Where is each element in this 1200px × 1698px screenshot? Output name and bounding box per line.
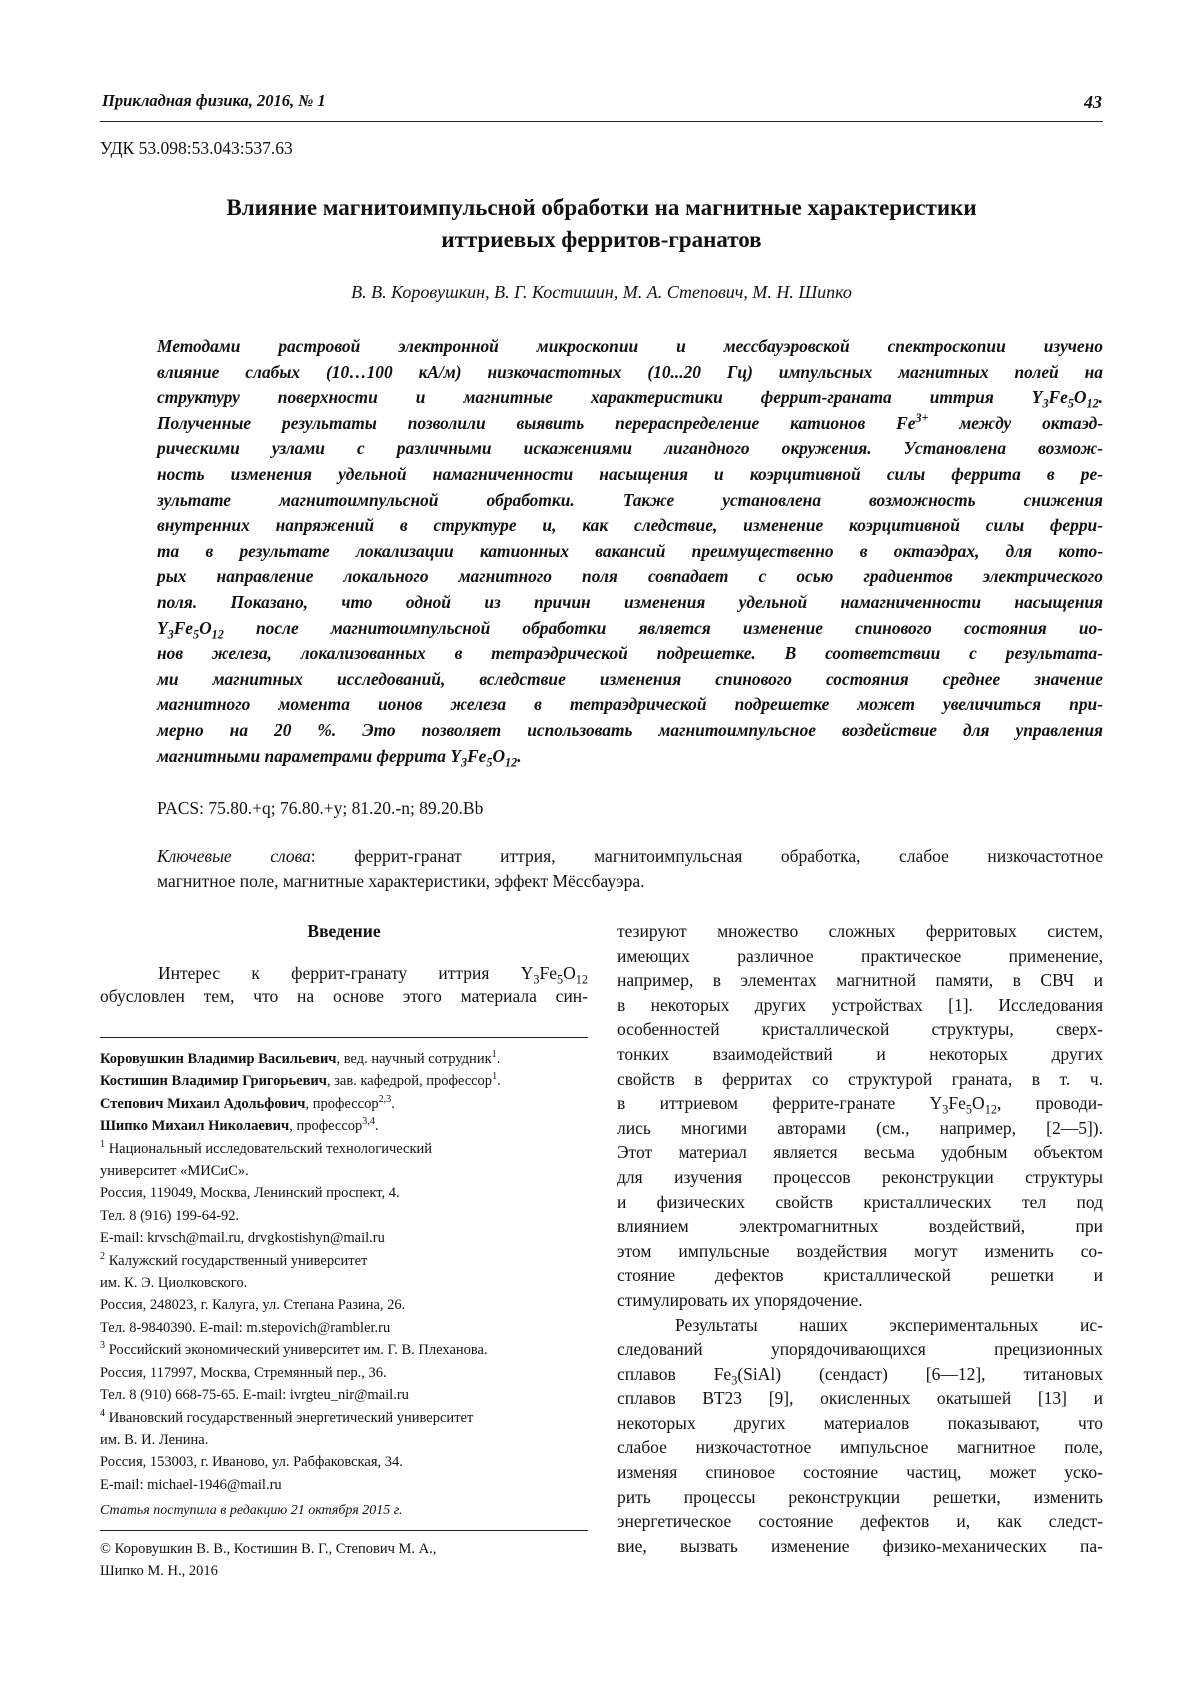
udk-code: УДК 53.098:53.043:537.63 [100, 138, 293, 158]
keywords-label: Ключевые слова [157, 846, 311, 866]
footnote-line: Тел. 8 (910) 668-75-65. E-mail: ivrgteu_nir@mail.ru [100, 1387, 409, 1404]
intro-line: некоторых других материалов показывают, что [617, 1412, 1103, 1433]
left-column [100, 920, 588, 1009]
abstract-line: та в результате локализации катионных вакансий преимущественно в октаэдрах, для кото- [157, 540, 1103, 561]
abstract-line: зультате магнитоимпульсной обработки. Также установлена возможность снижения [157, 489, 1103, 510]
abstract-line: нов железа, локализованных в тетраэдрической подрешетке. В соответствии с результата- [157, 643, 1103, 664]
footnote-line: Тел. 8-9840390. E-mail: m.stepovich@rambler.ru [100, 1319, 391, 1336]
abstract-line: структуру поверхности и магнитные характеристики феррит-граната иттрия $Y_3Fe_5O_{12}$. [157, 387, 1103, 411]
intro-line: Этот материал является весьма удобным объектом [617, 1142, 1103, 1163]
intro-line: имеющих различное практическое применение, [617, 945, 1103, 966]
intro-line: изменяя спиновое состояние частиц, может уско- [617, 1462, 1103, 1483]
footnote-line: Коровушкин Владимир Васильевич, вед. научный сотрудник$^1$. [100, 1049, 501, 1067]
intro-line: свойств в ферритах со структурой граната, в т. ч. [617, 1068, 1103, 1089]
intro-line: сплавов $Fe_3(SiAl)$ (сендаст) [6—12], титановых [617, 1363, 1103, 1388]
footnote-separator [100, 1037, 588, 1038]
page-number: 43 [1084, 92, 1102, 112]
abstract-line: Полученные результаты позволили выявить перераспределение катионов $Fe^{3+}$ между октаэд- [157, 410, 1103, 433]
abstract-line: ми магнитных исследований, вследствие изменения спинового состояния среднее значение [157, 668, 1103, 689]
footnote-line: Тел. 8 (916) 199-64-92. [100, 1207, 240, 1224]
footnote-line: E-mail: michael-1946@mail.ru [100, 1476, 282, 1493]
received-date: Статья поступила в редакцию 21 октября 2015 г. [100, 1503, 403, 1518]
abstract-line: внутренних напряжений в структуре и, как следствие, изменение коэрцитивной силы ферри- [157, 515, 1103, 536]
right-column [617, 919, 1103, 1558]
journal-header: Прикладная физика, 2016, № 1 [102, 91, 326, 110]
keywords [157, 844, 1103, 894]
section-heading-intro: Введение [307, 921, 381, 941]
intro-line: стояние дефектов кристаллической решетки и [617, 1265, 1103, 1286]
footnote-line: Шипко Михаил Николаевич, профессор$^{3,4}$. [100, 1116, 379, 1135]
intro-line: обусловлен тем, что на основе этого материала син- [100, 986, 588, 1006]
abstract-line: мерно на 20 %. Это позволяет использовать магнитоимпульсное воздействие для управления [157, 719, 1103, 740]
intro-line: стимулировать их упорядочение. [617, 1289, 863, 1310]
abstract-line: рых направление локального магнитного поля совпадает с осью градиентов электрического [157, 566, 1103, 587]
intro-line: влиянием электромагнитных воздействий, при [617, 1216, 1103, 1237]
footnote-line: Костишин Владимир Григорьевич, зав. кафедрой, профессор$^1$. [100, 1071, 501, 1090]
footnote-line: $^1$ Национальный исследовательский технологический [100, 1138, 433, 1157]
intro-paragraph-left [100, 962, 588, 1009]
footnote-line: Россия, 117997, Москва, Стремянный пер., 36. [100, 1364, 387, 1381]
intro-line: в некоторых других устройствах [1]. Исследования [617, 994, 1103, 1015]
keywords-line: Ключевые слова: феррит-гранат иттрия, магнитоимпульсная обработка, слабое низкочастотное [157, 846, 1103, 866]
abstract-line: магнитными параметрами феррита $Y_3Fe_5O_{12}$. [157, 745, 522, 769]
title-line: иттриевых ферритов-гранатов [441, 227, 762, 252]
footnote-line: Россия, 119049, Москва, Ленинский проспект, 4. [100, 1185, 400, 1202]
title-line: Влияние магнитоимпульсной обработки на магнитные характеристики [226, 195, 977, 220]
intro-line: например, в элементах магнитной памяти, в СВЧ и [617, 970, 1103, 991]
intro-line: слабое низкочастотное импульсное магнитное поле, [617, 1437, 1103, 1458]
author-list: В. В. Коровушкин, В. Г. Костишин, М. А. Степович, М. Н. Шипко [351, 282, 852, 302]
intro-line: тонких взаимодействий и некоторых других [617, 1043, 1103, 1064]
abstract-line: ность изменения удельной намагниченности насыщения и коэрцитивной силы феррита в ре- [157, 463, 1103, 484]
intro-line: следований упорядочивающихся прецизионных [617, 1339, 1103, 1360]
abstract-line: магнитного момента ионов железа в тетраэдрической подрешетке может увеличиться при- [157, 694, 1103, 715]
footnote-line: $^3$ Российский экономический университет им. Г. В. Плеханова. [100, 1340, 488, 1359]
article-title [100, 192, 1103, 256]
footnote-line: $^4$ Ивановский государственный энергетический университет [100, 1407, 474, 1426]
intro-line: для изучения процессов реконструкции структуры [617, 1166, 1103, 1187]
keywords-text: феррит-гранат иттрия, магнитоимпульсная обработка, слабое низкочастотное [354, 846, 1103, 866]
intro-line: Результаты наших экспериментальных ис- [675, 1314, 1103, 1335]
intro-line: энергетическое состояние дефектов и, как следст- [617, 1511, 1103, 1532]
abstract-line: поля. Показано, что одной из причин изменения удельной намагниченности насыщения [157, 591, 1103, 612]
copyright-line: Шипко М. Н., 2016 [100, 1563, 218, 1579]
footnote-line: Россия, 153003, г. Иваново, ул. Рабфаковская, 34. [100, 1454, 403, 1471]
footnote-line: E-mail: krvsch@mail.ru, drvgkostishyn@mail.ru [100, 1230, 385, 1247]
abstract-line: рическими узлами с различными искажениями лигандного окружения. Установлена возмож- [157, 438, 1103, 459]
intro-line: сплавов ВТ23 [9], окисленных окатышей [13] и [617, 1388, 1103, 1409]
intro-line: вие, вызвать изменение физико-механических па- [617, 1535, 1103, 1556]
footnote-line: им. К. Э. Циолковского. [100, 1275, 248, 1292]
author-footnotes [100, 1048, 588, 1496]
footnote-line: им. В. И. Ленина. [100, 1431, 209, 1448]
abstract [157, 334, 1103, 769]
abstract-line: влияние слабых (10…100 кА/м) низкочастотных (10...20 Гц) импульсных магнитных полей на [157, 361, 1103, 382]
abstract-line: $Y_3Fe_5O_{12}$ после магнитоимпульсной обработки является изменение спинового состояния ио- [157, 617, 1103, 641]
intro-line: тезируют множество сложных ферритовых систем, [617, 921, 1103, 941]
copyright [100, 1538, 588, 1582]
intro-line: этом импульсные воздействия могут изменить со- [617, 1240, 1103, 1261]
intro-line: в иттриевом феррите-гранате $Y_3Fe_5O_{12}$, проводи- [617, 1093, 1103, 1117]
footnote-line: Степович Михаил Адольфович, профессор$^{2,3}$. [100, 1093, 395, 1112]
abstract-line: Методами растровой электронной микроскопии и мессбауэровской спектроскопии изучено [157, 336, 1103, 356]
intro-line: и физических свойств кристаллических тел под [617, 1191, 1103, 1212]
intro-line: Интерес к феррит-гранату иттрия $Y_3Fe_5O_{12}$ [158, 962, 588, 986]
header-rule [100, 121, 1103, 122]
footnote-line: $^2$ Калужский государственный университет [100, 1250, 368, 1269]
intro-line: лись многими авторами (см., например, [2—5]). [617, 1117, 1103, 1138]
copyright-line: © Коровушкин В. В., Костишин В. Г., Степович М. А., [100, 1541, 437, 1557]
footnote-line: Россия, 248023, г. Калуга, ул. Степана Разина, 26. [100, 1297, 406, 1314]
intro-line: рить процессы реконструкции решетки, изменить [617, 1486, 1103, 1507]
keywords-line: магнитное поле, магнитные характеристики, эффект Мёссбауэра. [157, 871, 645, 891]
copyright-separator [100, 1530, 588, 1531]
pacs-codes: PACS: 75.80.+q; 76.80.+y; 81.20.-n; 89.20.Bb [157, 798, 484, 818]
footnote-line: университет «МИСиС». [100, 1163, 249, 1180]
intro-line: особенностей кристаллической структуры, сверх- [617, 1019, 1103, 1040]
